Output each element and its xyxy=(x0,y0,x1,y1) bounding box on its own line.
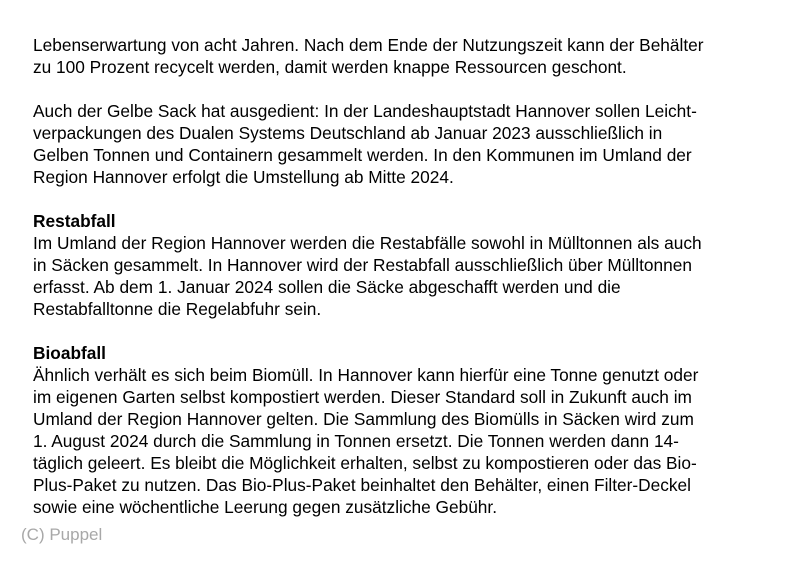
paragraph-line: in Säcken gesammelt. In Hannover wird der Restabfall ausschließlich über Mülltonnen xyxy=(33,255,692,275)
paragraph-line: erfasst. Ab dem 1. Januar 2024 sollen die Säcke abgeschafft werden und die xyxy=(33,277,621,297)
paragraph-line: Im Umland der Region Hannover werden die Restabfälle sowohl in Mülltonnen als auch xyxy=(33,233,702,253)
paragraph-line: zu 100 Prozent recycelt werden, damit werden knappe Ressourcen geschont. xyxy=(33,57,627,77)
paragraph-line: im eigenen Garten selbst kompostiert werden. Dieser Standard soll in Zukunft auch im xyxy=(33,387,692,407)
paragraph-line: Auch der Gelbe Sack hat ausgedient: In der Landeshauptstadt Hannover sollen Leicht- xyxy=(33,101,697,121)
paragraph-line: Restabfalltonne die Regelabfuhr sein. xyxy=(33,299,322,319)
paragraph-line: 1. August 2024 durch die Sammlung in Tonnen ersetzt. Die Tonnen werden dann 14- xyxy=(33,431,679,451)
paragraph-line: Region Hannover erfolgt die Umstellung ab Mitte 2024. xyxy=(33,167,454,187)
section-restabfall xyxy=(33,210,778,320)
paragraph-line: Umland der Region Hannover gelten. Die Sammlung des Biomülls in Säcken wird zum xyxy=(33,409,694,429)
paragraph-line: Lebenserwartung von acht Jahren. Nach dem Ende der Nutzungszeit kann der Behälter xyxy=(33,35,704,55)
paragraph-intro xyxy=(33,34,778,78)
section-bioabfall xyxy=(33,342,778,518)
paragraph-gelber-sack xyxy=(33,100,778,188)
paragraph-gap xyxy=(33,78,778,100)
section-heading-restabfall: Restabfall xyxy=(33,211,116,231)
section-heading-bioabfall: Bioabfall xyxy=(33,343,106,363)
copyright-watermark: (C) Puppel xyxy=(21,525,103,544)
paragraph-gap xyxy=(33,320,778,342)
paragraph-gap xyxy=(33,188,778,210)
paragraph-line: täglich geleert. Es bleibt die Möglichkeit erhalten, selbst zu kompostieren oder das Bio- xyxy=(33,453,697,473)
document-body xyxy=(33,34,778,518)
paragraph-line: Ähnlich verhält es sich beim Biomüll. In Hannover kann hierfür eine Tonne genutzt oder xyxy=(33,365,699,385)
paragraph-line: Gelben Tonnen und Containern gesammelt werden. In den Kommunen im Umland der xyxy=(33,145,692,165)
paragraph-line: Plus-Paket zu nutzen. Das Bio-Plus-Paket beinhaltet den Behälter, einen Filter-Deckel xyxy=(33,475,691,495)
paragraph-line: verpackungen des Dualen Systems Deutschland ab Januar 2023 ausschließlich in xyxy=(33,123,663,143)
paragraph-line: sowie eine wöchentliche Leerung gegen zusätzliche Gebühr. xyxy=(33,497,498,517)
